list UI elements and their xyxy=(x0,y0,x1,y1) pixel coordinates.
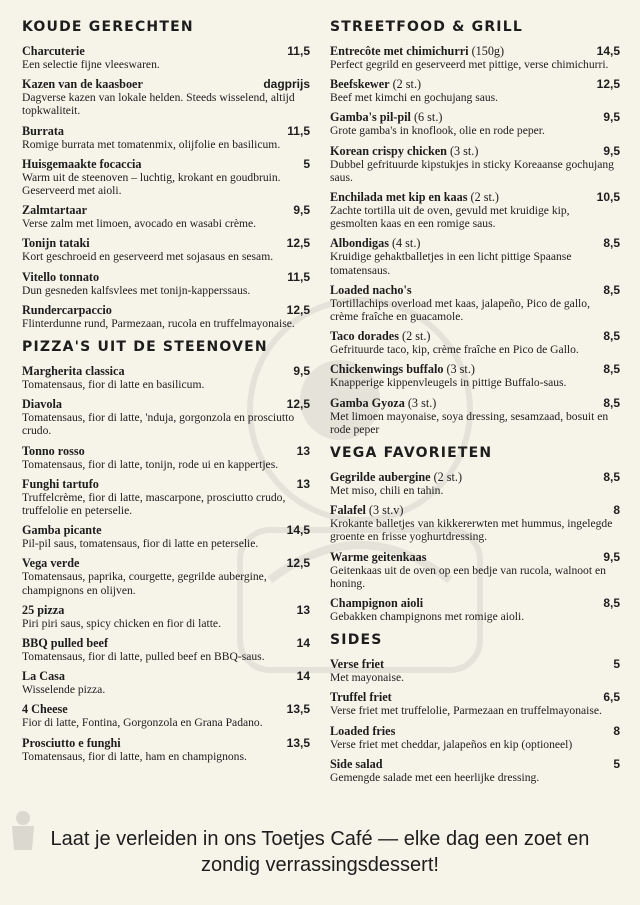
item-price: 8 xyxy=(613,503,620,518)
left-column xyxy=(22,18,310,771)
item-name: Enchilada met kip en kaas xyxy=(330,190,468,205)
item-price: 13,5 xyxy=(286,735,310,750)
item-name: Warme geitenkaas xyxy=(330,549,427,564)
menu-item xyxy=(22,603,310,630)
item-price: 12,5 xyxy=(286,556,310,571)
menu-item xyxy=(330,190,620,230)
menu-item xyxy=(22,77,310,117)
item-name: 4 Cheese xyxy=(22,702,68,717)
menu-section-sides xyxy=(330,631,620,784)
menu-item xyxy=(22,523,310,550)
item-name: Funghi tartufo xyxy=(22,476,99,491)
item-price: 8,5 xyxy=(603,236,620,251)
item-price: 12,5 xyxy=(286,236,310,251)
item-description: Romige burrata met tomatenmix, olijfolie en basilicum. xyxy=(22,137,281,151)
menu-item xyxy=(330,283,620,323)
item-name: Taco dorades xyxy=(330,329,399,344)
item-description: Dun gesneden kalfsvlees met tonijn-kapperssaus. xyxy=(22,283,251,297)
item-price: 8,5 xyxy=(603,395,620,410)
item-description: Dagverse kazen van lokale helden. Steeds wisselend, altijd topkwaliteit. xyxy=(22,91,295,118)
item-name: Rundercarpaccio xyxy=(22,302,112,317)
item-name: Diavola xyxy=(22,397,62,412)
menu-item xyxy=(330,77,620,104)
item-price: 9,5 xyxy=(603,143,620,158)
item-name: BBQ pulled beef xyxy=(22,636,109,651)
right-column xyxy=(330,18,620,792)
item-quantity: (3 st.) xyxy=(404,395,437,410)
item-description: Tomatensaus, fior di latte, 'nduja, gorgonzola en prosciutto crudo. xyxy=(22,411,295,438)
item-price: 12,5 xyxy=(286,302,310,317)
item-description: Tomatensaus, fior di latte, ham en champignons. xyxy=(22,749,247,763)
item-price: 9,5 xyxy=(603,549,620,564)
item-name: Truffel friet xyxy=(330,690,392,705)
menu-item xyxy=(330,236,620,276)
item-description: Tomatensaus, paprika, courgette, gegrilde aubergine, champignons en olijven. xyxy=(22,570,267,597)
item-description: Fior di latte, Fontina, Gorgonzola en Grana Padano. xyxy=(22,716,263,730)
item-description: Perfect gegrild en geserveerd met pittige, verse chimichurri. xyxy=(330,58,609,71)
item-description: Gefrituurde taco, kip, crème fraîche en Pico de Gallo. xyxy=(330,343,579,357)
item-price: 13 xyxy=(296,476,310,491)
item-quantity: (2 st.) xyxy=(389,77,422,92)
section-title: KOUDE GERECHTEN xyxy=(22,19,194,35)
item-price: 13,5 xyxy=(286,702,310,717)
item-description: Tomatensaus, fior di latte, pulled beef en BBQ-saus. xyxy=(22,650,265,664)
item-description: Gebakken champignons met romige aioli. xyxy=(330,610,525,624)
item-price: 12,5 xyxy=(286,397,310,412)
item-description: Tomatensaus, fior di latte en basilicum. xyxy=(22,378,205,392)
item-price: 8,5 xyxy=(603,329,620,344)
item-name: Loaded fries xyxy=(330,723,396,738)
item-name: Vitello tonnato xyxy=(22,269,100,284)
menu-item xyxy=(330,44,620,71)
item-price: 14 xyxy=(296,636,310,651)
item-description: Dubbel gefrituurde kipstukjes in sticky Koreaanse gochujang saus. xyxy=(330,157,614,184)
item-price: 8,5 xyxy=(603,470,620,485)
menu-section-streetfood-grill xyxy=(330,18,620,436)
item-name: Kazen van de kaasboer xyxy=(22,77,143,92)
item-name: Zalmtartaar xyxy=(22,203,87,218)
menu-item xyxy=(22,270,310,297)
item-quantity: (4 st.) xyxy=(388,236,421,251)
menu-item xyxy=(22,203,310,230)
item-name: La Casa xyxy=(22,669,66,684)
item-price: 8,5 xyxy=(603,596,620,611)
item-name: Chickenwings buffalo xyxy=(330,362,444,377)
menu-section-pizza-s-uit-de-steenoven xyxy=(22,338,310,763)
menu-item xyxy=(22,303,310,330)
item-quantity: (3 st.v) xyxy=(365,503,404,518)
item-description: Truffelcrème, fior di latte, mascarpone, prosciutto crudo, truffelolie en peterselie. xyxy=(22,490,286,518)
menu-item xyxy=(22,556,310,596)
item-name: Prosciutto e funghi xyxy=(22,735,121,750)
section-title: PIZZA'S UIT DE STEENOVEN xyxy=(22,339,268,356)
menu-item xyxy=(330,396,620,436)
menu-item xyxy=(330,110,620,137)
item-name: Tonno rosso xyxy=(22,443,85,458)
menu-item xyxy=(22,364,310,391)
item-description: Grote gamba's in knoflook, olie en rode peper. xyxy=(330,124,545,138)
menu-item xyxy=(330,690,620,717)
item-name: Side salad xyxy=(330,756,383,771)
item-description: Kruidige gehaktballetjes in een licht pittige Spaanse tomatensaus. xyxy=(330,250,572,277)
item-description: Tomatensaus, fior di latte, tonijn, rode ui en kappertjes. xyxy=(22,457,279,471)
item-name: Verse friet xyxy=(330,657,385,672)
menu-item xyxy=(330,470,620,497)
menu-item xyxy=(22,477,310,517)
item-description: Knapperige kippenvleugels in pittige Buffalo-saus. xyxy=(330,376,567,390)
menu-item xyxy=(22,236,310,263)
item-price: 8,5 xyxy=(603,282,620,297)
menu-item xyxy=(22,44,310,71)
item-name: Gamba Gyoza xyxy=(330,395,405,410)
menu-item xyxy=(22,736,310,763)
item-price: 5 xyxy=(613,657,620,672)
item-price: 8,5 xyxy=(603,362,620,377)
item-description: Met miso, chili en tahin. xyxy=(330,484,444,498)
item-name: Gamba's pil-pil xyxy=(330,110,411,125)
menu-item xyxy=(330,724,620,751)
item-price: 8 xyxy=(613,723,620,738)
item-price: dagprijs xyxy=(263,77,310,92)
item-name: Falafel xyxy=(330,503,366,518)
item-quantity: (3 st.) xyxy=(443,362,475,377)
menu-item xyxy=(330,362,620,389)
item-description: Piri piri saus, spicy chicken en fior di latte. xyxy=(22,616,221,630)
item-quantity: (2 st.) xyxy=(467,190,499,205)
item-name: Margherita classica xyxy=(22,364,125,379)
footer-text: Laat je verleiden in ons Toetjes Café — elke dag een zoet en zondig verrassingsdessert! xyxy=(50,828,590,876)
item-description: Beef met kimchi en gochujang saus. xyxy=(330,91,499,105)
item-quantity: (2 st.) xyxy=(398,329,431,344)
item-description: Gemengde salade met een heerlijke dressing. xyxy=(330,770,540,784)
menu-item xyxy=(330,503,620,543)
item-name: Albondigas xyxy=(330,236,389,251)
item-description: Flinterdunne rund, Parmezaan, rucola en truffelmayonaise. xyxy=(22,316,295,330)
item-name: Champignon aioli xyxy=(330,596,424,611)
menu-item xyxy=(22,669,310,696)
item-description: Krokante balletjes van kikkererwten met hummus, ingelegde groente en frisse yoghurtdressing. xyxy=(330,517,613,544)
item-price: 14,5 xyxy=(286,523,310,538)
item-price: 11,5 xyxy=(287,44,310,58)
item-price: 9,5 xyxy=(293,364,310,379)
item-name: Burrata xyxy=(22,123,64,138)
menu-item xyxy=(330,550,620,590)
item-price: 5 xyxy=(613,756,620,771)
item-description: Pil-pil saus, tomatensaus, fior di latte en peterselie. xyxy=(22,537,259,551)
item-price: 11,5 xyxy=(287,269,310,284)
item-name: Loaded nacho's xyxy=(330,282,412,297)
item-price: 11,5 xyxy=(287,123,310,138)
item-description: Verse friet met truffelolie, Parmezaan en truffelmayonaise. xyxy=(330,704,602,718)
menu-item xyxy=(330,596,620,623)
item-description: Met mayonaise. xyxy=(330,671,405,685)
item-name: Gamba picante xyxy=(22,523,102,538)
item-description: Warm uit de steenoven – luchtig, krokant en goudbruin. Geserveerd met aioli. xyxy=(22,170,281,198)
item-price: 12,5 xyxy=(596,77,620,92)
item-name: 25 pizza xyxy=(22,602,65,617)
item-name: Korean crispy chicken xyxy=(330,143,447,158)
item-price: 13 xyxy=(296,602,310,617)
section-title: STREETFOOD & GRILL xyxy=(330,19,523,35)
item-quantity: (3 st.) xyxy=(446,143,479,158)
item-name: Tonijn tataki xyxy=(22,236,90,251)
item-quantity: (150g) xyxy=(468,44,505,58)
menu-section-vega-favorieten xyxy=(330,444,620,623)
item-description: Geitenkaas uit de oven op een bedje van rucola, walnoot en honing. xyxy=(330,563,606,590)
item-price: 13 xyxy=(296,443,310,458)
item-name: Beefskewer xyxy=(330,77,390,92)
section-title: VEGA FAVORIETEN xyxy=(330,445,493,462)
item-description: Verse zalm met limoen, avocado en wasabi crème. xyxy=(22,217,257,231)
item-description: Een selectie fijne vleeswaren. xyxy=(22,58,160,71)
item-description: Tortillachips overload met kaas, jalapeño, Pico de gallo, crème fraîche en guacamole. xyxy=(330,296,590,324)
item-description: Kort geschroeid en geserveerd met sojasaus en sesam. xyxy=(22,250,274,264)
item-price: 10,5 xyxy=(596,190,620,205)
menu-item xyxy=(22,702,310,729)
menu-item xyxy=(22,444,310,471)
item-quantity: (6 st.) xyxy=(410,110,443,125)
menu-item xyxy=(22,124,310,151)
item-name: Huisgemaakte focaccia xyxy=(22,156,142,171)
item-name: Gegrilde aubergine xyxy=(330,470,431,485)
item-name: Entrecôte met chimichurri xyxy=(330,44,469,58)
item-quantity: (2 st.) xyxy=(430,470,463,485)
menu-item xyxy=(22,157,310,197)
item-price: 6,5 xyxy=(603,690,620,705)
item-price: 9,5 xyxy=(293,203,310,218)
menu-item xyxy=(330,329,620,356)
item-price: 9,5 xyxy=(603,110,620,125)
item-description: Verse friet met cheddar, jalapeños en kip (optioneel) xyxy=(330,737,573,751)
item-price: 14,5 xyxy=(596,44,620,58)
item-description: Met limoen mayonaise, soya dressing, sesamzaad, bosuit en rode peper xyxy=(330,409,609,436)
item-price: 14 xyxy=(296,669,310,684)
menu-section-koude-gerechten xyxy=(22,18,310,330)
item-description: Wisselende pizza. xyxy=(22,683,106,697)
menu-item xyxy=(330,657,620,684)
menu-item xyxy=(22,397,310,437)
item-name: Vega verde xyxy=(22,556,80,571)
section-title: SIDES xyxy=(330,632,383,649)
item-description: Zachte tortilla uit de oven, gevuld met kruidige kip, gesmolten kaas en een romige saus. xyxy=(330,204,570,231)
menu-item xyxy=(330,757,620,784)
item-name: Charcuterie xyxy=(22,44,85,58)
menu-item xyxy=(22,636,310,663)
item-price: 5 xyxy=(303,156,310,171)
menu-item xyxy=(330,144,620,184)
